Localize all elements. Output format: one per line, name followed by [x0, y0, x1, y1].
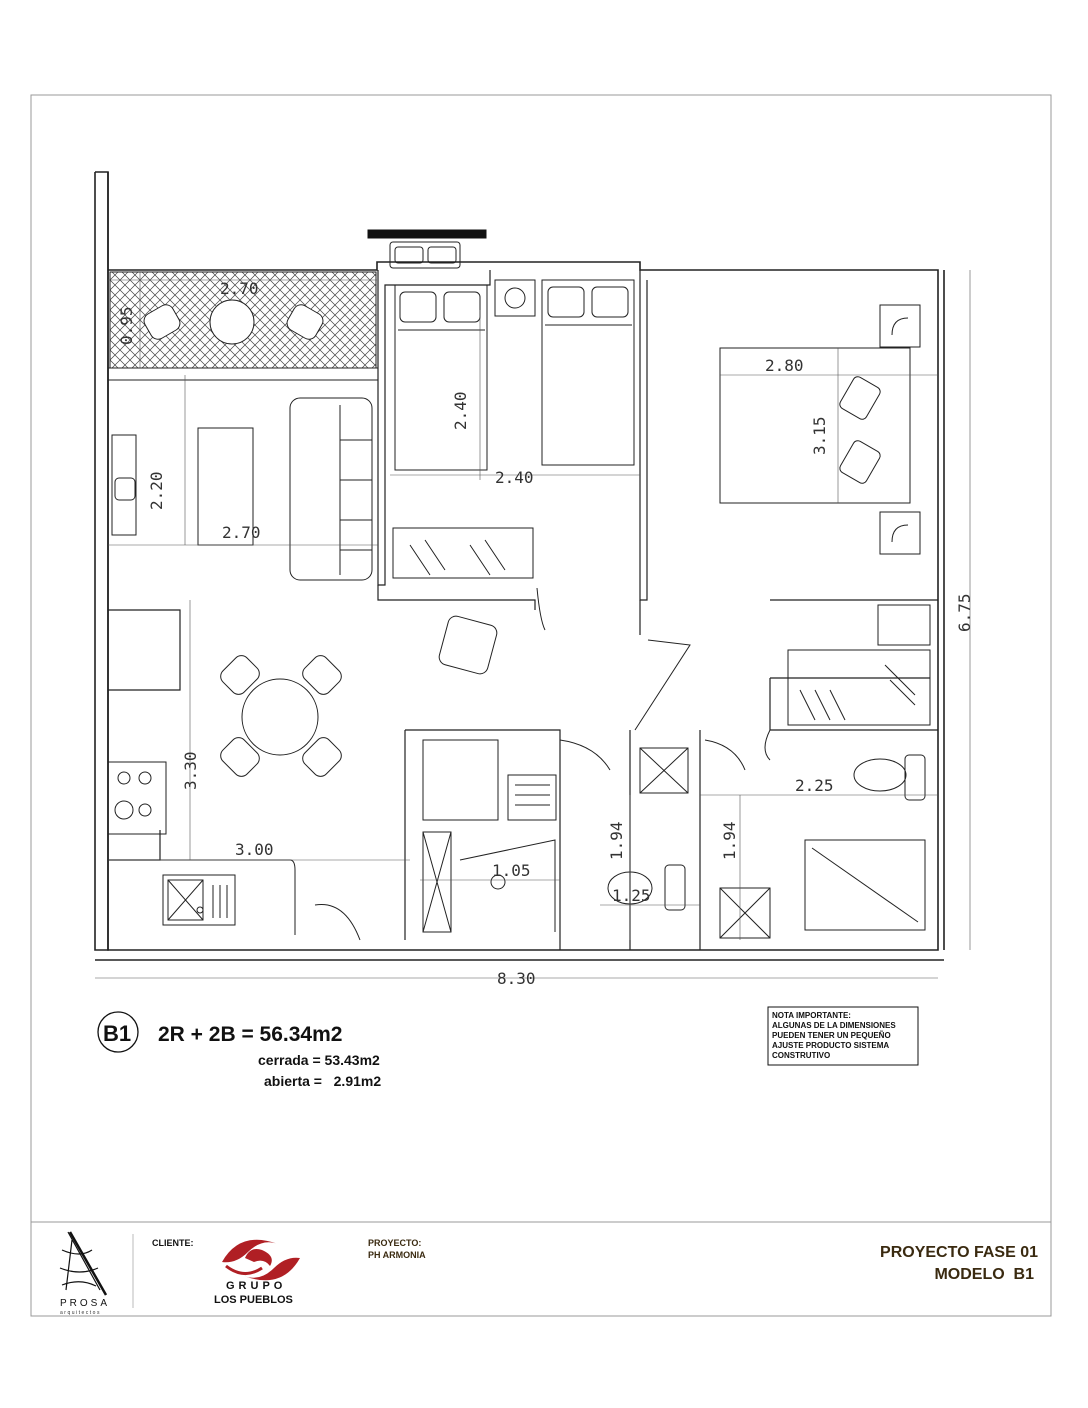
- architect-logo-text: PROSA: [60, 1298, 111, 1309]
- dim-master-width: 2.80: [765, 356, 804, 375]
- client-logo-line1: GRUPO: [226, 1280, 287, 1292]
- model-badge: B1: [103, 1021, 132, 1046]
- dim-master-depth: 3.15: [810, 416, 829, 455]
- phase-title: PROYECTO FASE 01: [880, 1244, 1038, 1261]
- dim-dining-depth: 3.30: [181, 751, 200, 790]
- area-closed: cerrada = 53.43m2: [258, 1052, 380, 1068]
- model-title: MODELO B1: [934, 1266, 1034, 1283]
- dimension-lines: [95, 270, 970, 978]
- dim-total-height: 6.75: [955, 593, 974, 632]
- project-name: PH ARMONIA: [368, 1250, 426, 1260]
- interior-walls: [108, 270, 938, 950]
- dim-total-width: 8.30: [497, 969, 536, 988]
- project-label: PROYECTO:: [368, 1238, 422, 1248]
- dim-bedroom2-width: 2.40: [495, 468, 534, 487]
- dimension-labels: [117, 279, 974, 988]
- laundry: [423, 740, 610, 932]
- architect-logo-subtext: arquitectos: [60, 1310, 101, 1316]
- kitchen: [108, 762, 360, 940]
- client-label: CLIENTE:: [152, 1238, 194, 1248]
- dim-terrace-depth: 0.95: [117, 306, 136, 345]
- dim-bath1-width: 1.25: [612, 886, 651, 905]
- dim-bath2-depth: 1.94: [720, 821, 739, 860]
- dim-laundry-width: 1.05: [492, 861, 531, 880]
- prosa-logo: [60, 1232, 106, 1295]
- note-line-4: AJUSTE PRODUCTO SISTEMA: [772, 1041, 890, 1050]
- important-note: [768, 1007, 918, 1065]
- dim-kitchen-width: 3.00: [235, 840, 274, 859]
- note-line-5: CONSTRUTIVO: [772, 1051, 831, 1060]
- dim-living-width: 2.70: [222, 523, 261, 542]
- grupo-los-pueblos-logo: [222, 1240, 300, 1281]
- area-summary: [98, 1012, 381, 1089]
- area-total: 2R + 2B = 56.34m2: [158, 1023, 343, 1046]
- dim-terrace-width: 2.70: [220, 279, 259, 298]
- note-line-2: ALGUNAS DE LA DIMENSIONES: [772, 1021, 896, 1030]
- title-block: [60, 1232, 1038, 1316]
- dining-area: [217, 652, 344, 779]
- note-line-3: PUEDEN TENER UN PEQUEÑO: [772, 1031, 891, 1040]
- dim-living-depth: 2.20: [147, 471, 166, 510]
- dim-bath2-width: 2.25: [795, 776, 834, 795]
- area-open: abierta = 2.91m2: [264, 1073, 382, 1089]
- note-line-1: NOTA IMPORTANTE:: [772, 1011, 851, 1020]
- client-logo-line2: LOS PUEBLOS: [214, 1294, 293, 1306]
- dim-bedroom2-depth: 2.40: [451, 391, 470, 430]
- dim-bath1-depth: 1.94: [607, 821, 626, 860]
